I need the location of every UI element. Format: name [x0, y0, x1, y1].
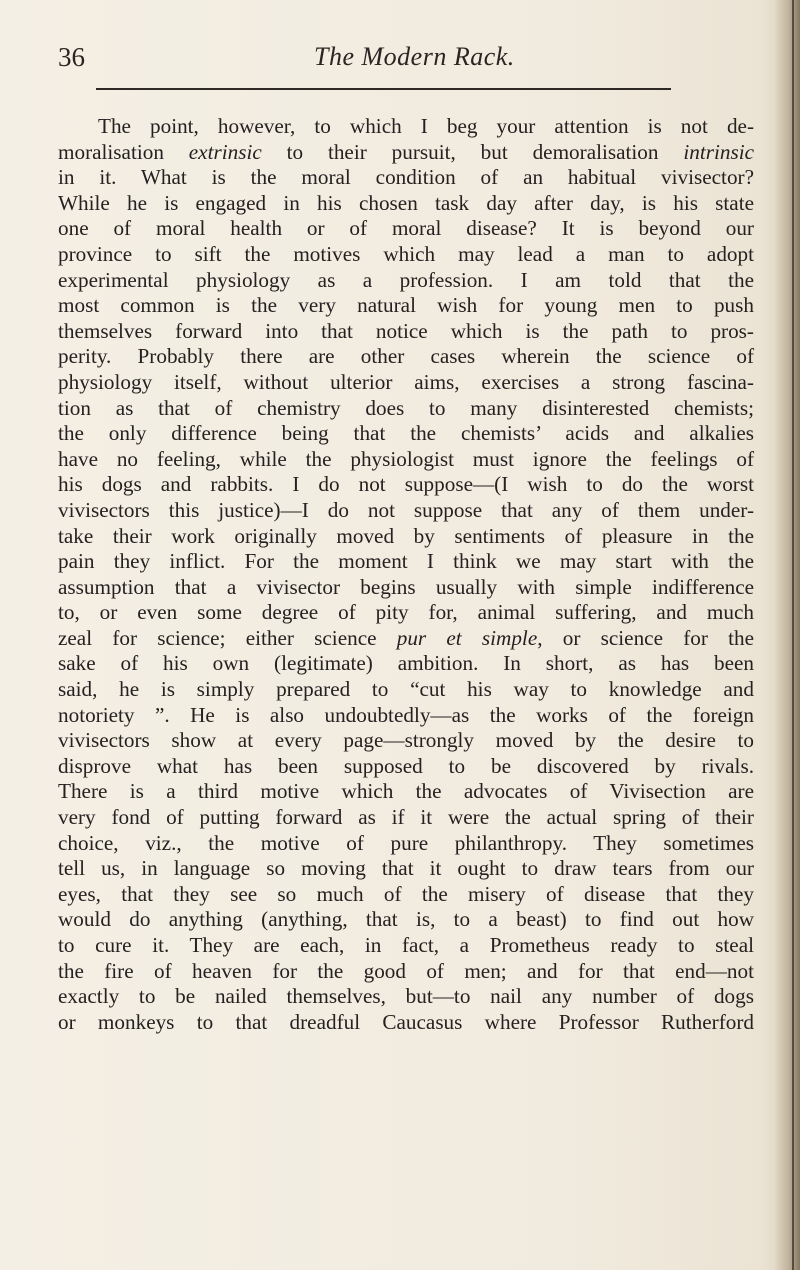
- text-line: [58, 191, 754, 217]
- text-span: tell us, in language so moving that it ought to draw tears from our: [58, 856, 754, 881]
- text-line: [58, 831, 754, 857]
- text-line: [58, 626, 754, 652]
- text-line: [58, 216, 754, 242]
- text-span: choice, viz., the motive of pure philanthropy. They sometimes: [58, 830, 754, 855]
- running-title: The Modern Rack.: [314, 42, 515, 71]
- text-span: notoriety ”. He is also undoubtedly—as the works of the foreign: [58, 702, 754, 727]
- text-span: disprove what has been supposed to be discovered by rivals.: [58, 753, 754, 778]
- text-span: the fire of heaven for the good of men; and for that end—not: [58, 958, 754, 983]
- text-line: [58, 498, 754, 524]
- text-span: take their work originally moved by sentiments of pleasure in the: [58, 523, 754, 548]
- text-span: The point, however, to which I beg your attention is not de-: [98, 114, 754, 138]
- text-span: perity. Probably there are other cases wherein the science of: [58, 344, 754, 369]
- text-line: [58, 344, 754, 370]
- body-paragraph: [58, 114, 754, 1035]
- text-span: moralisation: [58, 139, 189, 164]
- text-line: [58, 421, 754, 447]
- text-line: [58, 651, 754, 677]
- text-line: [58, 575, 754, 601]
- text-span: , or science for the: [537, 625, 755, 650]
- text-span: experimental physiology as a profession. I am told that the: [58, 267, 754, 292]
- text-span: pain they inflict. For the moment I think we may start with the: [58, 549, 754, 574]
- text-line: [58, 779, 754, 805]
- text-line: [58, 677, 754, 703]
- text-line: [58, 728, 754, 754]
- binding-edge: [792, 0, 794, 1270]
- text-line: [58, 984, 754, 1010]
- text-line: [58, 703, 754, 729]
- text-span: or monkeys to that dreadful Caucasus where Professor Rutherford: [58, 1009, 754, 1034]
- header-rule: [96, 88, 671, 90]
- text-line: [58, 1010, 754, 1036]
- text-span: to their pursuit, but demoralisation: [261, 139, 684, 164]
- text-span: his dogs and rabbits. I do not suppose—(I wish to do the worst: [58, 472, 754, 497]
- text-span: in it. What is the moral condition of an habitual vivisector?: [58, 165, 754, 190]
- text-span: eyes, that they see so much of the misery of disease that they: [58, 881, 754, 906]
- page-number: 36: [58, 42, 85, 72]
- text-span: themselves forward into that notice which is the path to pros-: [58, 318, 754, 343]
- text-line: [58, 396, 754, 422]
- page-header: [58, 42, 718, 82]
- text-line: [58, 524, 754, 550]
- text-span: There is a third motive which the advocates of Vivisection are: [58, 779, 754, 804]
- text-span: most common is the very natural wish for young men to push: [58, 293, 754, 318]
- text-line: [58, 754, 754, 780]
- page-edge-shadow: [774, 0, 800, 1270]
- text-span: to cure it. They are each, in fact, a Prometheus ready to steal: [58, 933, 754, 957]
- text-line: [58, 114, 754, 140]
- text-line: [58, 856, 754, 882]
- text-span: tion as that of chemistry does to many disinterested chemists;: [58, 395, 754, 420]
- text-span: would do anything (anything, that is, to a beast) to find out how: [58, 907, 754, 932]
- text-line: [58, 165, 754, 191]
- text-span: While he is engaged in his chosen task day after day, is his state: [58, 190, 754, 215]
- text-span: have no feeling, while the physiologist must ignore the feelings of: [58, 446, 754, 471]
- text-line: [58, 805, 754, 831]
- text-line: [58, 140, 754, 166]
- text-span: vivisectors this justice)—I do not suppose that any of them under-: [58, 497, 754, 522]
- text-line: [58, 549, 754, 575]
- text-span: zeal for science; either science: [58, 625, 397, 650]
- text-span: province to sift the motives which may lead a man to adopt: [58, 241, 754, 266]
- italic-text: intrinsic: [683, 139, 754, 164]
- text-span: assumption that a vivisector begins usually with simple indifference: [58, 574, 754, 599]
- text-line: [58, 268, 754, 294]
- text-span: the only difference being that the chemists’ acids and alkalies: [58, 421, 754, 446]
- text-line: [58, 959, 754, 985]
- text-span: vivisectors show at every page—strongly moved by the desire to: [58, 728, 754, 753]
- text-line: [58, 370, 754, 396]
- text-span: one of moral health or of moral disease? It is beyond our: [58, 216, 754, 241]
- text-span: said, he is simply prepared to “cut his way to knowledge and: [58, 677, 754, 702]
- text-span: to, or even some degree of pity for, animal suffering, and much: [58, 600, 754, 625]
- text-span: physiology itself, without ulterior aims, exercises a strong fascina-: [58, 369, 754, 394]
- text-line: [58, 293, 754, 319]
- text-line: [58, 472, 754, 498]
- italic-text: pur et simple: [396, 625, 538, 650]
- text-span: very fond of putting forward as if it were the actual spring of their: [58, 805, 754, 830]
- text-line: [58, 242, 754, 268]
- text-line: [58, 447, 754, 473]
- italic-text: extrinsic: [188, 139, 262, 164]
- text-line: [58, 600, 754, 626]
- text-line: [58, 319, 754, 345]
- text-line: [58, 882, 754, 908]
- text-span: sake of his own (legitimate) ambition. In short, as has been: [58, 651, 754, 676]
- text-line: [58, 907, 754, 933]
- text-line: [58, 933, 754, 959]
- text-span: exactly to be nailed themselves, but—to nail any number of dogs: [58, 984, 754, 1009]
